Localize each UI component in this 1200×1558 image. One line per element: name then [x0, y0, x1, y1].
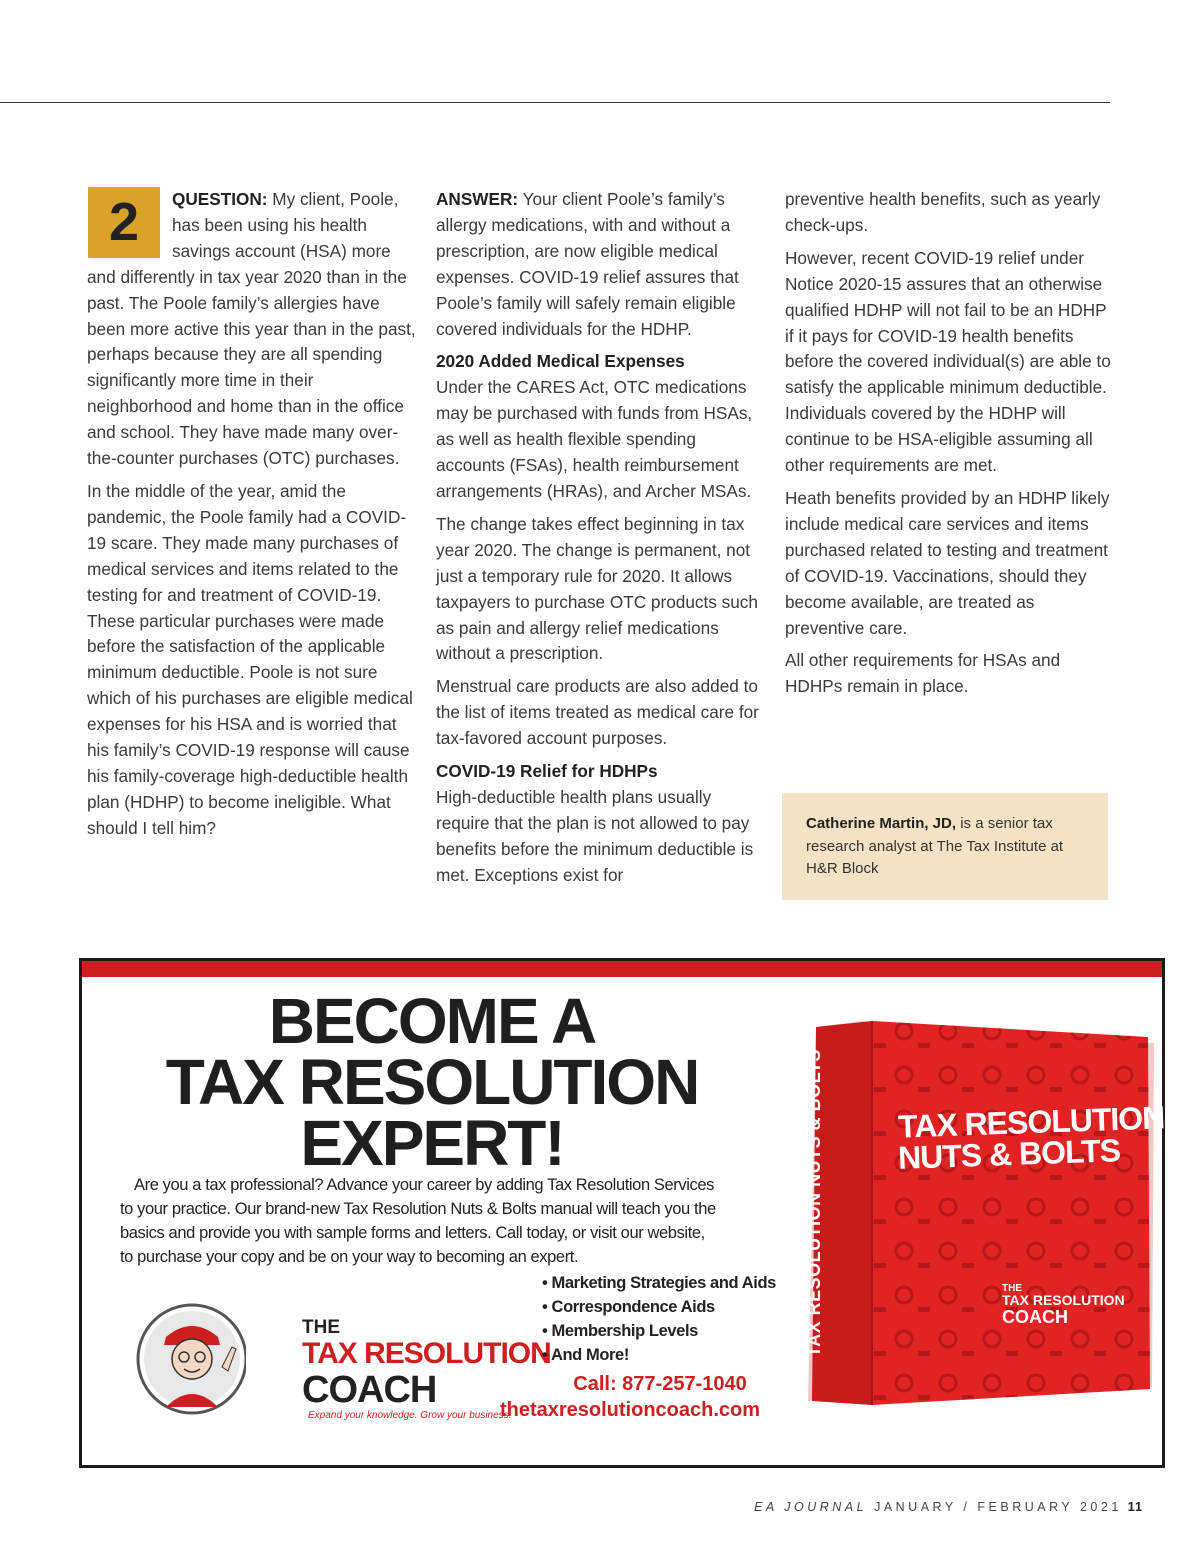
subhead-added-medical-expenses: 2020 Added Medical Expenses	[436, 351, 685, 372]
question-text: My client, Poole, has been using his health savings account (HSA) more and differently in tax year 2020 than in the past. The Poole family’s allergies have been more active this year than in the past, perhaps because they are all spending significantly more time in their neighborhood and home than in the office and school. They have made many over-the-counter purchases (OTC) purchases.	[87, 189, 416, 469]
ad-bullet-item: • Marketing Strategies and Aids	[542, 1274, 776, 1292]
ad-bullet-list	[542, 1271, 776, 1367]
page-number: 11	[1127, 1500, 1143, 1514]
advertisement[interactable]	[79, 958, 1165, 1468]
subhead-covid-relief: COVID-19 Relief for HDHPs	[436, 761, 658, 782]
question-label: QUESTION:	[172, 189, 268, 209]
ad-body-line-3: basics and provide you with sample forms and letters. Call today, or visit our website,	[120, 1224, 705, 1242]
ad-phone-link[interactable]: Call: 877-257-1040	[573, 1373, 747, 1395]
binder-title-line-2: NUTS & BOLTS	[897, 1132, 1121, 1176]
top-rule	[0, 102, 1110, 103]
author-bio-box	[782, 793, 1108, 900]
ad-body-line-4: to purchase your copy and be on your way to becoming an expert.	[120, 1248, 579, 1266]
answer-paragraph-2: Under the CARES Act, OTC medications may be purchased with funds from HSAs, as well as health flexible spending accounts (FSAs), health reimbursement arrangements (HRAs), and Archer MSAs.	[436, 377, 753, 501]
binder-spine-text: TAX RESOLUTION NUTS & BOLTS	[804, 1049, 824, 1357]
col3-paragraph-3: Heath benefits provided by an HDHP likely include medical care services and items purchased related to testing and treatment of COVID-19. Vaccinations, should they become available, are treated as preventive care.	[785, 487, 1110, 638]
answer-text: Your client Poole’s family’s allergy medications, with and without a prescription, are now eligible medical expenses. COVID-19 relief assures that Poole’s family will safely remain eligible covered individuals for the HDHP.	[436, 189, 739, 339]
ad-headline	[122, 985, 742, 1179]
footer-issue: JANUARY / FEBRUARY 2021	[867, 1500, 1122, 1514]
answer-paragraph-3: The change takes effect beginning in tax year 2020. The change is permanent, not just a temporary rule for 2020. It allows taxpayers to purchase OTC products such as pain and allergy relief medications without a prescription.	[436, 513, 758, 664]
ad-bullet-item: • Correspondence Aids	[542, 1298, 715, 1316]
binder-logo-tax-resolution: TAX RESOLUTION	[1002, 1292, 1125, 1308]
ad-body-line-1: Are you a tax professional? Advance your career by adding Tax Resolution Services	[134, 1176, 714, 1194]
logo-tax-resolution: TAX RESOLUTION	[302, 1337, 551, 1370]
question-paragraph-2: In the middle of the year, amid the pandemic, the Poole family had a COVID-19 scare. They made many purchases of medical services and items related to the testing for and treatment of COVID-19. These particular purchases were made before the satisfaction of the applicable minimum deductible. Poole is not sure which of his purchases are eligible medical expenses for his HSA and is worried that his family’s COVID-19 response will cause his family-coverage high-deductible health plan (HDHP) to become ineligible. What should I tell him?	[87, 480, 413, 838]
logo-the: THE	[302, 1317, 340, 1338]
article-column-2	[436, 187, 766, 896]
ad-website-link[interactable]: thetaxresolutioncoach.com	[499, 1399, 761, 1421]
answer-paragraph-5: High-deductible health plans usually require that the plan is not allowed to pay benefits before the minimum deductible is met. Exceptions exist for	[436, 786, 754, 885]
ad-body-line-2: to your practice. Our brand-new Tax Resolution Nuts & Bolts manual will teach you the	[120, 1200, 716, 1218]
col3-paragraph-2: However, recent COVID-19 relief under Notice 2020-15 assures that an otherwise qualified HDHP will not fail to be an HDHP if it pays for COVID-19 health benefits before the covered individual(s) are able to satisfy the applicable minimum deductible. Individuals covered by the HDHP will continue to be HSA-eligible assuming all other requirements are met.	[785, 247, 1111, 476]
author-bio: is a senior tax research analyst at The Tax Institute at H&R Block	[806, 815, 1064, 877]
logo-tagline: Expand your knowledge. Grow your business.	[308, 1410, 512, 1421]
col3-paragraph-1: preventive health benefits, such as yearly check-ups.	[785, 189, 1101, 235]
tax-resolution-coach-logo	[136, 1297, 551, 1421]
question-number-badge: 2	[88, 187, 160, 258]
answer-paragraph	[436, 187, 766, 342]
page-footer	[754, 1500, 1143, 1514]
ad-headline-line-1: BECOME A	[268, 985, 596, 1057]
binder-icon	[802, 1017, 1165, 1417]
ad-headline-line-3: EXPERT!	[300, 1107, 564, 1179]
mascot-icon	[136, 1297, 246, 1419]
answer-label: ANSWER:	[436, 189, 519, 209]
binder-product-image	[802, 1017, 1165, 1417]
author-name: Catherine Martin, JD,	[806, 815, 957, 832]
ad-bullet-item: • And More!	[542, 1346, 629, 1364]
col3-paragraph-4: All other requirements for HSAs and HDHPs remain in place.	[785, 650, 1061, 697]
ad-top-bar	[82, 961, 1162, 977]
article-column-3	[785, 187, 1115, 707]
ad-body	[120, 1173, 740, 1269]
answer-paragraph-4: Menstrual care products are also added to the list of items treated as medical care for tax-favored account purposes.	[436, 676, 759, 749]
binder-title-line-1: TAX RESOLUTION	[897, 1099, 1165, 1145]
logo-coach: COACH	[302, 1369, 437, 1411]
binder-logo-coach: COACH	[1002, 1307, 1068, 1327]
footer-publication: EA JOURNAL	[754, 1500, 868, 1514]
binder-logo-the: THE	[1002, 1283, 1022, 1294]
ad-headline-line-2: TAX RESOLUTION	[165, 1046, 699, 1118]
article-column-1	[87, 187, 417, 849]
ad-bullet-item: • Membership Levels	[542, 1322, 698, 1340]
